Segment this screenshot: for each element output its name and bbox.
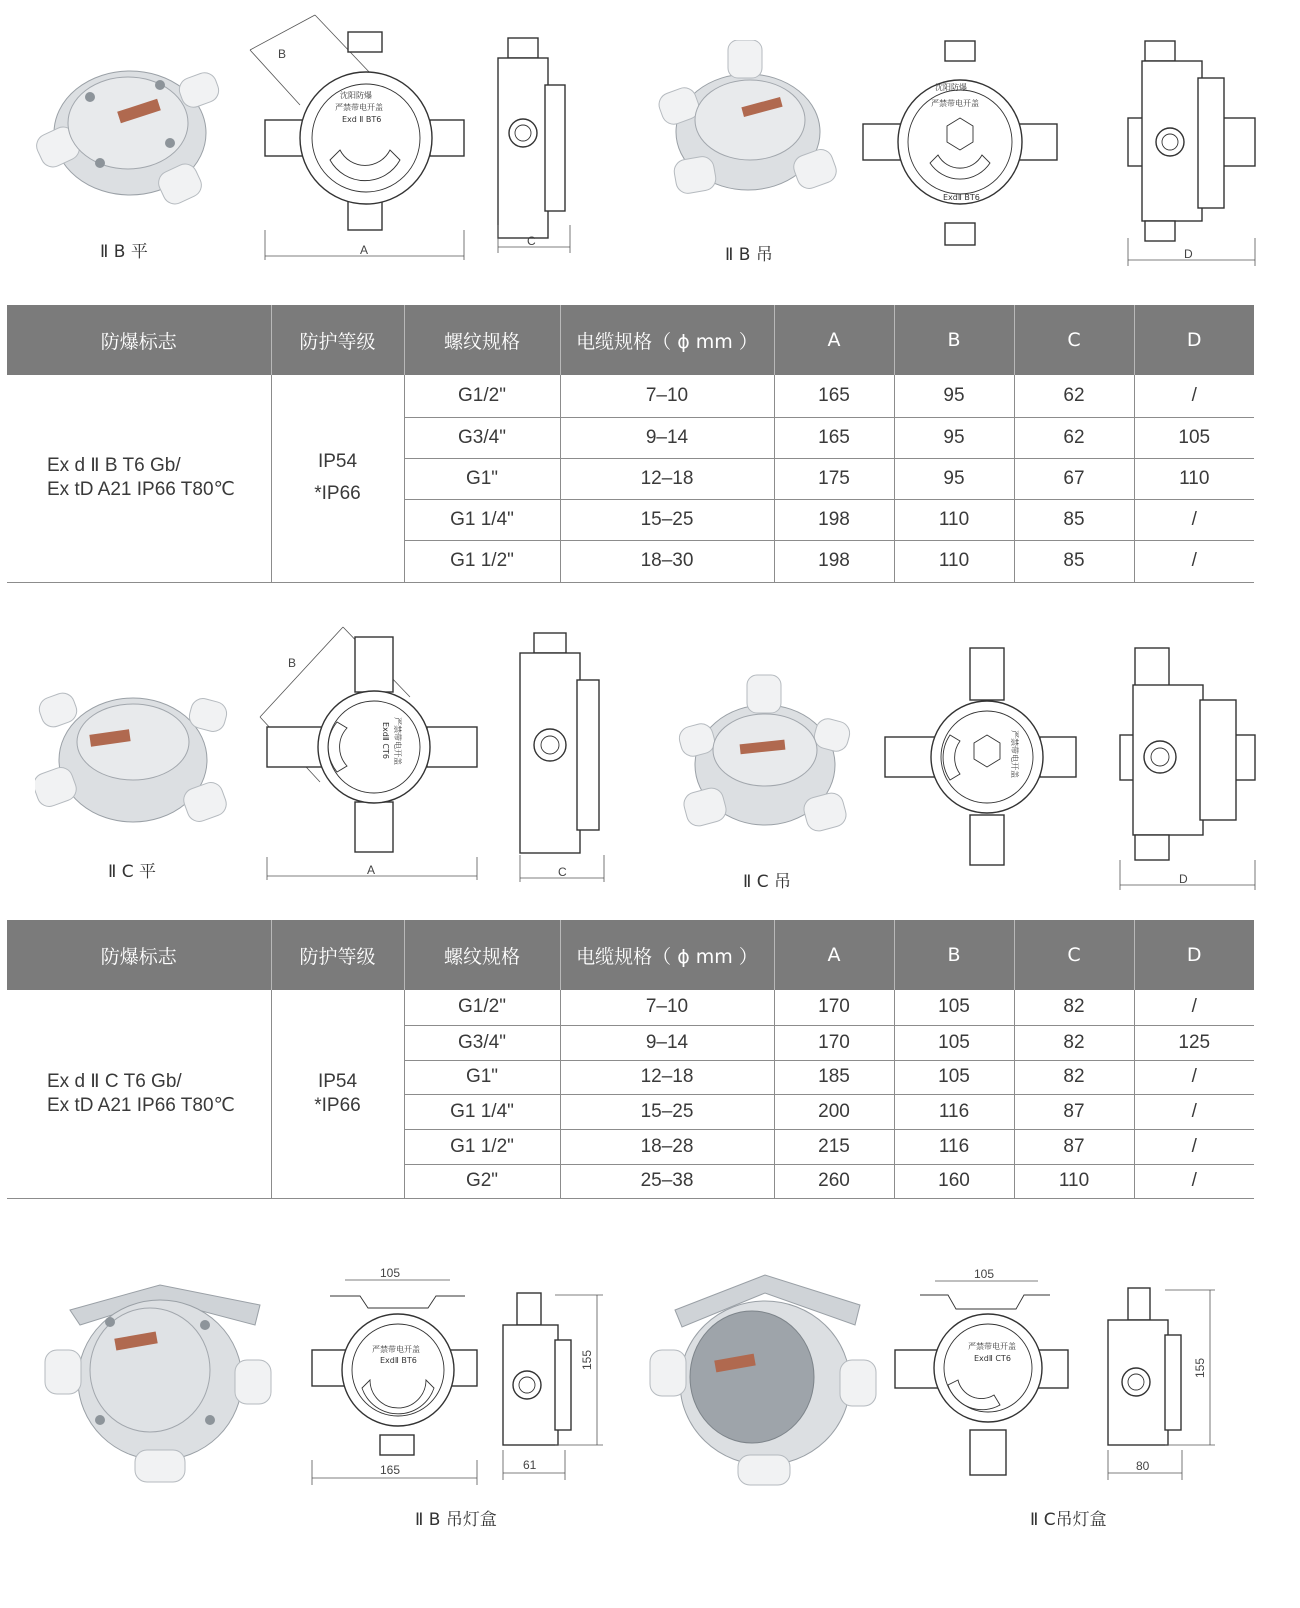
- plate-hang-line1: 严禁带电开盖: [931, 99, 979, 108]
- table1-header: A: [774, 305, 894, 375]
- table-cell: 15–25: [560, 499, 774, 540]
- table-cell: /: [1134, 990, 1254, 1025]
- table-cell: 95: [894, 458, 1014, 499]
- dim-side-label: 61: [523, 1458, 537, 1472]
- plate-line1: 严禁带电开盖: [335, 103, 383, 112]
- plate-line2: Exd Ⅱ BT6: [342, 115, 382, 124]
- dim-a-label: A: [360, 243, 369, 257]
- protection-cell: [271, 990, 404, 1198]
- table2-header-row: [7, 920, 1254, 990]
- product-photo-iic-lamp-box: [640, 1265, 880, 1490]
- plate-hang-line2: ExdⅡ BT6: [943, 193, 980, 202]
- section3-figures: [0, 1255, 1300, 1605]
- product-photo-iib-lamp-box: [40, 1270, 280, 1485]
- table-cell: 198: [774, 540, 894, 582]
- table-cell: 215: [774, 1129, 894, 1164]
- table-cell: G3/4": [404, 1025, 560, 1060]
- table-cell: 9–14: [560, 417, 774, 458]
- section1-figures: [0, 0, 1300, 290]
- table-cell: 85: [1014, 540, 1134, 582]
- table2-header: 螺纹规格: [404, 920, 560, 990]
- table-cell: /: [1134, 540, 1254, 582]
- table-cell: G1": [404, 458, 560, 499]
- table-cell: 200: [774, 1094, 894, 1129]
- table-row: [7, 990, 1254, 1025]
- dim-c-label: C: [558, 865, 567, 879]
- dim-a-label: A: [367, 863, 376, 877]
- caption-iic-flat: Ⅱ C 平: [108, 862, 157, 882]
- table-cell: 185: [774, 1060, 894, 1094]
- table-cell: 170: [774, 990, 894, 1025]
- protection-cell: [271, 375, 404, 582]
- table-cell: 95: [894, 417, 1014, 458]
- caption-iib-hang: Ⅱ B 吊: [725, 245, 773, 265]
- drawing-iic-lamp-box-front: [890, 1265, 1075, 1490]
- drawing-iib-lamp-box-side: [495, 1285, 610, 1485]
- spec-table-iic: [7, 920, 1254, 1199]
- plate-brand: 沈阳防爆: [340, 91, 372, 100]
- explosion-mark-line1: Ex d Ⅱ C T6 Gb/: [47, 1070, 182, 1092]
- plate-iic-line2: ExdⅡ CT6: [381, 722, 390, 759]
- table-cell: G1": [404, 1060, 560, 1094]
- table-cell: 12–18: [560, 458, 774, 499]
- table-cell: 110: [1134, 458, 1254, 499]
- table1-header: C: [1014, 305, 1134, 375]
- plate-iic-line1: 严禁带电开盖: [393, 717, 402, 765]
- table-cell: 116: [894, 1094, 1014, 1129]
- table-cell: 9–14: [560, 1025, 774, 1060]
- table-cell: 175: [774, 458, 894, 499]
- table-cell: G2": [404, 1164, 560, 1198]
- table-cell: /: [1134, 499, 1254, 540]
- dim-top-label: 105: [380, 1266, 401, 1280]
- table-cell: G1/2": [404, 375, 560, 417]
- table-cell: /: [1134, 1094, 1254, 1129]
- explosion-mark-line1: Ex d Ⅱ B T6 Gb/: [47, 455, 181, 477]
- drawing-iib-flat-front: [240, 10, 480, 265]
- table-cell: G1 1/2": [404, 1129, 560, 1164]
- dim-side-label-right: 80: [1136, 1459, 1150, 1473]
- dim-d-label: D: [1184, 247, 1193, 261]
- explosion-mark-line2: Ex tD A21 IP66 T80℃: [47, 1094, 235, 1116]
- protection-line2: *IP66: [314, 483, 361, 505]
- drawing-iic-lamp-box-side: [1100, 1280, 1220, 1490]
- table-cell: 25–38: [560, 1164, 774, 1198]
- table-cell: 82: [1014, 1060, 1134, 1094]
- table-cell: 62: [1014, 417, 1134, 458]
- table-cell: G1/2": [404, 990, 560, 1025]
- plate-iic-hang-line1: 严禁带电开盖: [1010, 730, 1019, 778]
- drawing-iic-flat-front: [255, 622, 490, 884]
- table-cell: 125: [1134, 1025, 1254, 1060]
- table1-header: D: [1134, 305, 1254, 375]
- table-cell: 87: [1014, 1094, 1134, 1129]
- table-cell: 18–30: [560, 540, 774, 582]
- table-cell: 62: [1014, 375, 1134, 417]
- table-cell: 7–10: [560, 375, 774, 417]
- drawing-iic-hang-front: [880, 645, 1080, 870]
- table-cell: 110: [1014, 1164, 1134, 1198]
- table2-header: 电缆规格（ ϕ mm ）: [560, 920, 774, 990]
- table1-header-row: [7, 305, 1254, 375]
- table-cell: /: [1134, 1060, 1254, 1094]
- drawing-iic-flat-side: [512, 630, 612, 885]
- table1-header: 防爆标志: [7, 305, 271, 375]
- dim-bottom-label: 165: [380, 1463, 401, 1477]
- table-cell: 110: [894, 499, 1014, 540]
- table-cell: 15–25: [560, 1094, 774, 1129]
- table2-header: C: [1014, 920, 1134, 990]
- drawing-iib-flat-side: [490, 35, 580, 260]
- product-photo-iic-flat: [35, 670, 230, 845]
- table-cell: G1 1/4": [404, 1094, 560, 1129]
- table-cell: 260: [774, 1164, 894, 1198]
- table-cell: 165: [774, 417, 894, 458]
- dim-top-label-right: 105: [974, 1267, 995, 1281]
- explosion-mark-cell: [7, 990, 271, 1198]
- dim-c-label: C: [527, 234, 536, 248]
- table-cell: 198: [774, 499, 894, 540]
- product-photo-iib-flat: [30, 45, 230, 220]
- caption-iic-hang: Ⅱ C 吊: [743, 872, 792, 892]
- plate-lamp-c-line2: ExdⅡ CT6: [974, 1354, 1011, 1363]
- table-cell: 160: [894, 1164, 1014, 1198]
- table1-header: 防护等级: [271, 305, 404, 375]
- caption-iib-flat: Ⅱ B 平: [100, 242, 148, 262]
- drawing-iic-hang-side: [1115, 645, 1260, 895]
- table-cell: 85: [1014, 499, 1134, 540]
- table-cell: 82: [1014, 1025, 1134, 1060]
- drawing-iib-hang-side: [1120, 38, 1260, 268]
- plate-hang-brand: 沈阳防爆: [935, 83, 967, 92]
- table-cell: 105: [894, 990, 1014, 1025]
- table-cell: /: [1134, 1129, 1254, 1164]
- table2-header: B: [894, 920, 1014, 990]
- table2-header: 防护等级: [271, 920, 404, 990]
- protection-line1: IP54: [317, 1070, 358, 1092]
- plate-lamp-b-line1: 严禁带电开盖: [372, 1345, 420, 1354]
- table-cell: 67: [1014, 458, 1134, 499]
- protection-line1: IP54: [317, 451, 358, 473]
- table-cell: 105: [894, 1025, 1014, 1060]
- table-row: [7, 375, 1254, 417]
- table-cell: 170: [774, 1025, 894, 1060]
- product-photo-iic-hang: [675, 670, 855, 845]
- table-cell: /: [1134, 1164, 1254, 1198]
- section2-figures: [0, 610, 1300, 905]
- dim-b-label: B: [288, 656, 297, 670]
- table-cell: /: [1134, 375, 1254, 417]
- dim-d-label: D: [1179, 872, 1188, 886]
- table-cell: 105: [894, 1060, 1014, 1094]
- table-cell: 165: [774, 375, 894, 417]
- table-cell: 116: [894, 1129, 1014, 1164]
- drawing-iib-lamp-box-front: [300, 1260, 490, 1490]
- explosion-mark-cell: [7, 375, 271, 582]
- dim-height-label: 155: [580, 1349, 594, 1370]
- protection-line2: *IP66: [314, 1094, 361, 1116]
- table-cell: 18–28: [560, 1129, 774, 1164]
- dim-height-label-right: 155: [1193, 1357, 1207, 1378]
- table2-header: A: [774, 920, 894, 990]
- table1-header: B: [894, 305, 1014, 375]
- plate-lamp-c-line1: 严禁带电开盖: [968, 1342, 1016, 1351]
- table-cell: 87: [1014, 1129, 1134, 1164]
- spec-table-iib: [7, 305, 1254, 583]
- table1-header: 电缆规格（ ϕ mm ）: [560, 305, 774, 375]
- caption-iib-lamp-box: Ⅱ B 吊灯盒: [415, 1510, 497, 1530]
- explosion-mark-line2: Ex tD A21 IP66 T80℃: [47, 479, 235, 501]
- plate-lamp-b-line2: ExdⅡ BT6: [380, 1356, 417, 1365]
- table-cell: G1 1/2": [404, 540, 560, 582]
- drawing-iib-hang-front: [855, 38, 1065, 250]
- product-photo-iib-hang: [650, 40, 845, 205]
- table2-header: D: [1134, 920, 1254, 990]
- table-cell: 105: [1134, 417, 1254, 458]
- table-cell: 7–10: [560, 990, 774, 1025]
- table-cell: 110: [894, 540, 1014, 582]
- table-cell: 95: [894, 375, 1014, 417]
- table-cell: G1 1/4": [404, 499, 560, 540]
- table2-header: 防爆标志: [7, 920, 271, 990]
- dim-b-label: B: [278, 47, 287, 61]
- caption-iic-lamp-box: Ⅱ C吊灯盒: [1030, 1510, 1107, 1530]
- table1-header: 螺纹规格: [404, 305, 560, 375]
- table-cell: 12–18: [560, 1060, 774, 1094]
- table-cell: 82: [1014, 990, 1134, 1025]
- table-cell: G3/4": [404, 417, 560, 458]
